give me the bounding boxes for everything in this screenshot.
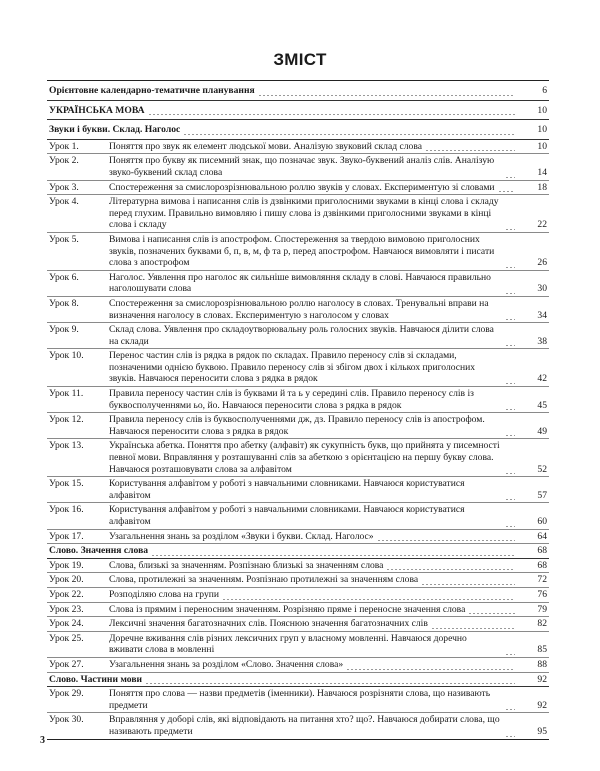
entry-title-cell xyxy=(109,589,517,601)
entry-title-cell xyxy=(109,350,517,385)
dot-leader xyxy=(505,284,515,295)
entry-title: Склад слова. Уявлення про складоутворювальну роль голосних звуків. Навчаюся ділити слова на склади xyxy=(109,324,494,347)
entry-title-cell xyxy=(109,196,517,231)
page-number: 88 xyxy=(537,658,547,670)
entry-title-cell xyxy=(109,531,517,543)
entry-title: УКРАЇНСЬКА МОВА xyxy=(49,104,145,116)
entry-title-cell xyxy=(47,674,517,686)
entry-title-cell xyxy=(109,182,517,194)
toc-lesson-row xyxy=(47,439,549,477)
toc-lesson-row xyxy=(47,195,549,233)
entry-title: Вимова і написання слів із апострофом. Спостереження за твердою вимовою приголосних звуків, позначених буквами б, п, в, м, ф та р, перед апострофом. Навчаюся вимовляти і писати слова з апострофом xyxy=(109,233,495,269)
lesson-number: Урок 13. xyxy=(49,440,84,452)
lesson-number: Урок 8. xyxy=(49,297,79,309)
toc-lesson-row xyxy=(47,617,549,632)
lesson-number: Урок 3. xyxy=(49,181,79,193)
entry-title: Доречне вживання слів різних лексичних груп у власному мовленні. Навчаюся доречно вживати слова в мовленні xyxy=(109,632,467,656)
dot-leader xyxy=(505,168,515,179)
entry-title: Узагальнення знань за розділом «Звуки і букви. Склад. Наголос» xyxy=(109,530,374,542)
dot-leader xyxy=(148,105,515,116)
page-number: 6 xyxy=(542,85,547,96)
page-number: 60 xyxy=(537,516,547,527)
page-number: 92 xyxy=(537,699,547,711)
lesson-number: Урок 11. xyxy=(49,388,84,400)
entry-title-cell xyxy=(109,234,517,269)
lesson-number: Урок 6. xyxy=(49,271,79,283)
page-number: 34 xyxy=(537,309,547,321)
entry-title-cell xyxy=(109,440,517,475)
entry-title-cell xyxy=(109,298,517,321)
dot-leader xyxy=(431,619,515,630)
entry-title: Вправляння у доборі слів, які відповідають на питання хто? що?. Навчаюся добирати слова, що називають предмети xyxy=(109,714,500,737)
page-number: 30 xyxy=(537,283,547,295)
lesson-number: Урок 2. xyxy=(49,155,79,167)
lesson-number: Урок 22. xyxy=(49,588,84,600)
page-number: 10 xyxy=(537,140,547,152)
toc-lesson-row xyxy=(47,503,549,529)
entry-title-cell xyxy=(109,141,517,153)
page-number: 26 xyxy=(537,257,547,269)
page-number: 10 xyxy=(537,104,547,116)
toc-lesson-row xyxy=(47,413,549,439)
entry-title: Розподіляю слова на групи xyxy=(109,588,220,600)
entry-title-cell xyxy=(109,414,517,437)
entry-title-cell xyxy=(109,714,517,737)
toc-lesson-row xyxy=(47,632,549,658)
lesson-number: Урок 15. xyxy=(49,478,84,490)
entry-title: Лексичні значення багатозначних слів. Пояснюю значення багатозначних слів xyxy=(109,618,428,630)
entry-title: Користування алфавітом у роботі з навчальними словниками. Навчаюся користуватися алфавітом xyxy=(109,504,465,527)
page-number: 82 xyxy=(537,618,547,630)
page-number: 52 xyxy=(537,463,547,475)
lesson-number: Урок 10. xyxy=(49,350,84,362)
entry-title-cell xyxy=(47,124,517,136)
page-number: 64 xyxy=(537,530,547,542)
dot-leader xyxy=(468,604,515,615)
dot-leader xyxy=(505,645,515,656)
entry-title: Звуки і букви. Склад. Наголос xyxy=(49,124,181,136)
entry-title: Узагальнення знань за розділом «Слово. Значення слова» xyxy=(109,658,344,670)
lesson-number: Урок 9. xyxy=(49,324,79,336)
dot-leader xyxy=(498,182,515,193)
page-number: 49 xyxy=(537,425,547,437)
lesson-number: Урок 4. xyxy=(49,196,79,208)
toc-lesson-row xyxy=(47,154,549,180)
page-number: 68 xyxy=(537,559,547,571)
toc-lesson-row xyxy=(47,530,549,545)
page-number: 10 xyxy=(537,124,547,136)
page-number: 95 xyxy=(537,725,547,737)
toc-section-row xyxy=(47,81,549,101)
page-number: 76 xyxy=(537,588,547,600)
entry-title-cell xyxy=(109,388,517,411)
toc-lesson-row xyxy=(47,573,549,588)
entry-title-cell xyxy=(109,633,517,656)
entry-title-cell xyxy=(109,504,517,527)
toc-lesson-row xyxy=(47,233,549,271)
entry-title-cell xyxy=(109,659,517,671)
lesson-number: Урок 1. xyxy=(49,140,79,152)
dot-leader xyxy=(505,400,515,411)
lesson-number: Урок 20. xyxy=(49,574,84,586)
toc-section-row xyxy=(47,101,549,121)
dot-leader xyxy=(222,590,515,601)
entry-title: Спостереження за смислорозрізнювальною роллю наголосу в словах. Тренувальні вправи на визначення наголосу в словах. Експериментую з наголосом у словах xyxy=(109,297,489,321)
entry-title: Орієнтовне календарно-тематичне планування xyxy=(49,85,255,96)
entry-title-cell xyxy=(109,324,517,347)
page-number: 92 xyxy=(537,673,547,685)
page-number: 38 xyxy=(537,335,547,347)
entry-title-cell xyxy=(109,688,517,711)
dot-leader xyxy=(258,86,515,97)
entry-title-cell xyxy=(109,560,517,572)
lesson-number: Урок 19. xyxy=(49,559,84,571)
table-of-contents xyxy=(47,80,549,740)
entry-title-cell xyxy=(109,618,517,630)
lesson-number: Урок 27. xyxy=(49,658,84,670)
entry-title: Слово. Частини мови xyxy=(49,673,143,685)
page-number: 68 xyxy=(537,545,547,557)
toc-lesson-row xyxy=(47,271,549,297)
entry-title-cell xyxy=(109,604,517,616)
dot-leader xyxy=(145,674,515,685)
dot-leader xyxy=(377,531,515,542)
entry-title-cell xyxy=(109,478,517,501)
entry-title: Користування алфавітом у роботі з навчальними словниками. Навчаюся користуватися алфавітом xyxy=(109,478,465,501)
page-number: 57 xyxy=(537,489,547,501)
entry-title-cell xyxy=(109,574,517,586)
entry-title: Поняття про букву як писемний знак, що позначає звук. Звуко-буквений аналіз слів. Аналізую звуко-буквений склад слова xyxy=(109,155,495,178)
toc-lesson-row xyxy=(47,477,549,503)
dot-leader xyxy=(386,560,515,571)
page-number: 72 xyxy=(537,574,547,586)
entry-title: Літературна вимова і написання слів із дзвінкими приголосними звуками в кінці слова і складу перед глухим. Правильно вимовляю і пишу слова із дзвінкими приголосними звуками в кінці слова і складу xyxy=(109,196,499,231)
toc-lesson-row xyxy=(47,588,549,603)
dot-leader xyxy=(505,220,515,231)
entry-title: Слово. Значення слова xyxy=(49,545,149,557)
lesson-number: Урок 16. xyxy=(49,504,84,516)
entry-title: Правила переносу слів із буквосполученнями дж, дз. Правило переносу слів із апострофом. Навчаюся переносити слова з рядка в рядок xyxy=(109,414,485,437)
lesson-number: Урок 23. xyxy=(49,603,84,615)
dot-leader xyxy=(505,464,515,475)
toc-lesson-row xyxy=(47,603,549,618)
toc-section-row xyxy=(47,544,549,559)
lesson-number: Урок 30. xyxy=(49,714,84,726)
entry-title-cell xyxy=(47,545,517,557)
page-number: 85 xyxy=(537,644,547,656)
entry-title: Правила переносу частин слів із буквами й та ь у середині слів. Правило переносу слів із буквосполученнями ьо, йо. Навчаюся переносити слова з рядка в рядок xyxy=(109,388,474,411)
page-number: 79 xyxy=(537,603,547,615)
toc-lesson-row xyxy=(47,181,549,196)
page-number: 18 xyxy=(537,181,547,193)
entry-title: Поняття про слова — назви предметів (іменники). Навчаюся розрізняти слова, що називають предмети xyxy=(109,688,491,711)
entry-title: Слова, протилежні за значенням. Розпізнаю протилежні за значенням слова xyxy=(109,574,419,586)
dot-leader xyxy=(505,517,515,528)
page-heading: ЗМІСТ xyxy=(273,50,327,69)
toc-lesson-row xyxy=(47,140,549,155)
page-number: 22 xyxy=(537,219,547,231)
dot-leader xyxy=(183,125,515,136)
toc-lesson-row xyxy=(47,559,549,574)
entry-title: Слова, близькі за значенням. Розпізнаю близькі за значенням слова xyxy=(109,559,384,571)
dot-leader xyxy=(505,258,515,269)
lesson-number: Урок 12. xyxy=(49,414,84,426)
entry-title: Спостереження за смислорозрізнювальною роллю звуків у словах. Експериментую зі словами xyxy=(109,181,495,193)
dot-leader xyxy=(505,700,515,711)
dot-leader xyxy=(505,336,515,347)
toc-lesson-row xyxy=(47,349,549,387)
lesson-number: Урок 25. xyxy=(49,632,84,644)
page-number: 42 xyxy=(537,373,547,385)
entry-title-cell xyxy=(109,272,517,295)
page-number: 14 xyxy=(537,166,547,178)
dot-leader xyxy=(151,546,515,557)
toc-lesson-row xyxy=(47,658,549,673)
toc-lesson-row xyxy=(47,687,549,713)
entry-title-cell xyxy=(109,155,517,178)
page-number: 45 xyxy=(537,399,547,411)
lesson-number: Урок 5. xyxy=(49,233,79,245)
entry-title-cell xyxy=(47,85,517,97)
lesson-number: Урок 29. xyxy=(49,688,84,700)
dot-leader xyxy=(505,374,515,385)
lesson-number: Урок 17. xyxy=(49,530,84,542)
entry-title: Наголос. Уявлення про наголос як сильніше вимовляння складу в слові. Навчаюся правильно наголошувати слова xyxy=(109,271,491,295)
entry-title: Перенос частин слів із рядка в рядок по складах. Правило переносу слів зі складами, позначеними однією буквою. Правило переносу слів зі збігом двох і кількох приголосних звуків. Навчаюся переносити слова з рядка в рядок xyxy=(109,350,476,385)
entry-title-cell xyxy=(47,105,517,117)
dot-leader xyxy=(425,141,515,152)
lesson-number: Урок 24. xyxy=(49,618,84,630)
dot-leader xyxy=(505,727,515,738)
entry-title: Слова із прямим і переносним значенням. Розрізняю пряме і переносне значення слова xyxy=(109,603,466,615)
toc-section-row xyxy=(47,673,549,688)
toc-lesson-row xyxy=(47,297,549,323)
toc-section-row xyxy=(47,120,549,140)
toc-lesson-row xyxy=(47,387,549,413)
dot-leader xyxy=(505,426,515,437)
entry-title: Українська абетка. Поняття про абетку (алфавіт) як сукупність букв, що прийнята у писемності певної мови. Вправляння у розташуванні слів за абеткою з орієнтацією на першу букву слова. Навчаюся розташовувати слова за алфавітом xyxy=(109,440,500,475)
dot-leader xyxy=(346,660,515,671)
dot-leader xyxy=(505,490,515,501)
dot-leader xyxy=(505,310,515,321)
toc-lesson-row xyxy=(47,323,549,349)
entry-title: Поняття про звук як елемент людської мови. Аналізую звуковий склад слова xyxy=(109,140,423,152)
dot-leader xyxy=(421,575,515,586)
page-folio: 3 xyxy=(40,735,45,746)
toc-lesson-row xyxy=(47,713,549,738)
